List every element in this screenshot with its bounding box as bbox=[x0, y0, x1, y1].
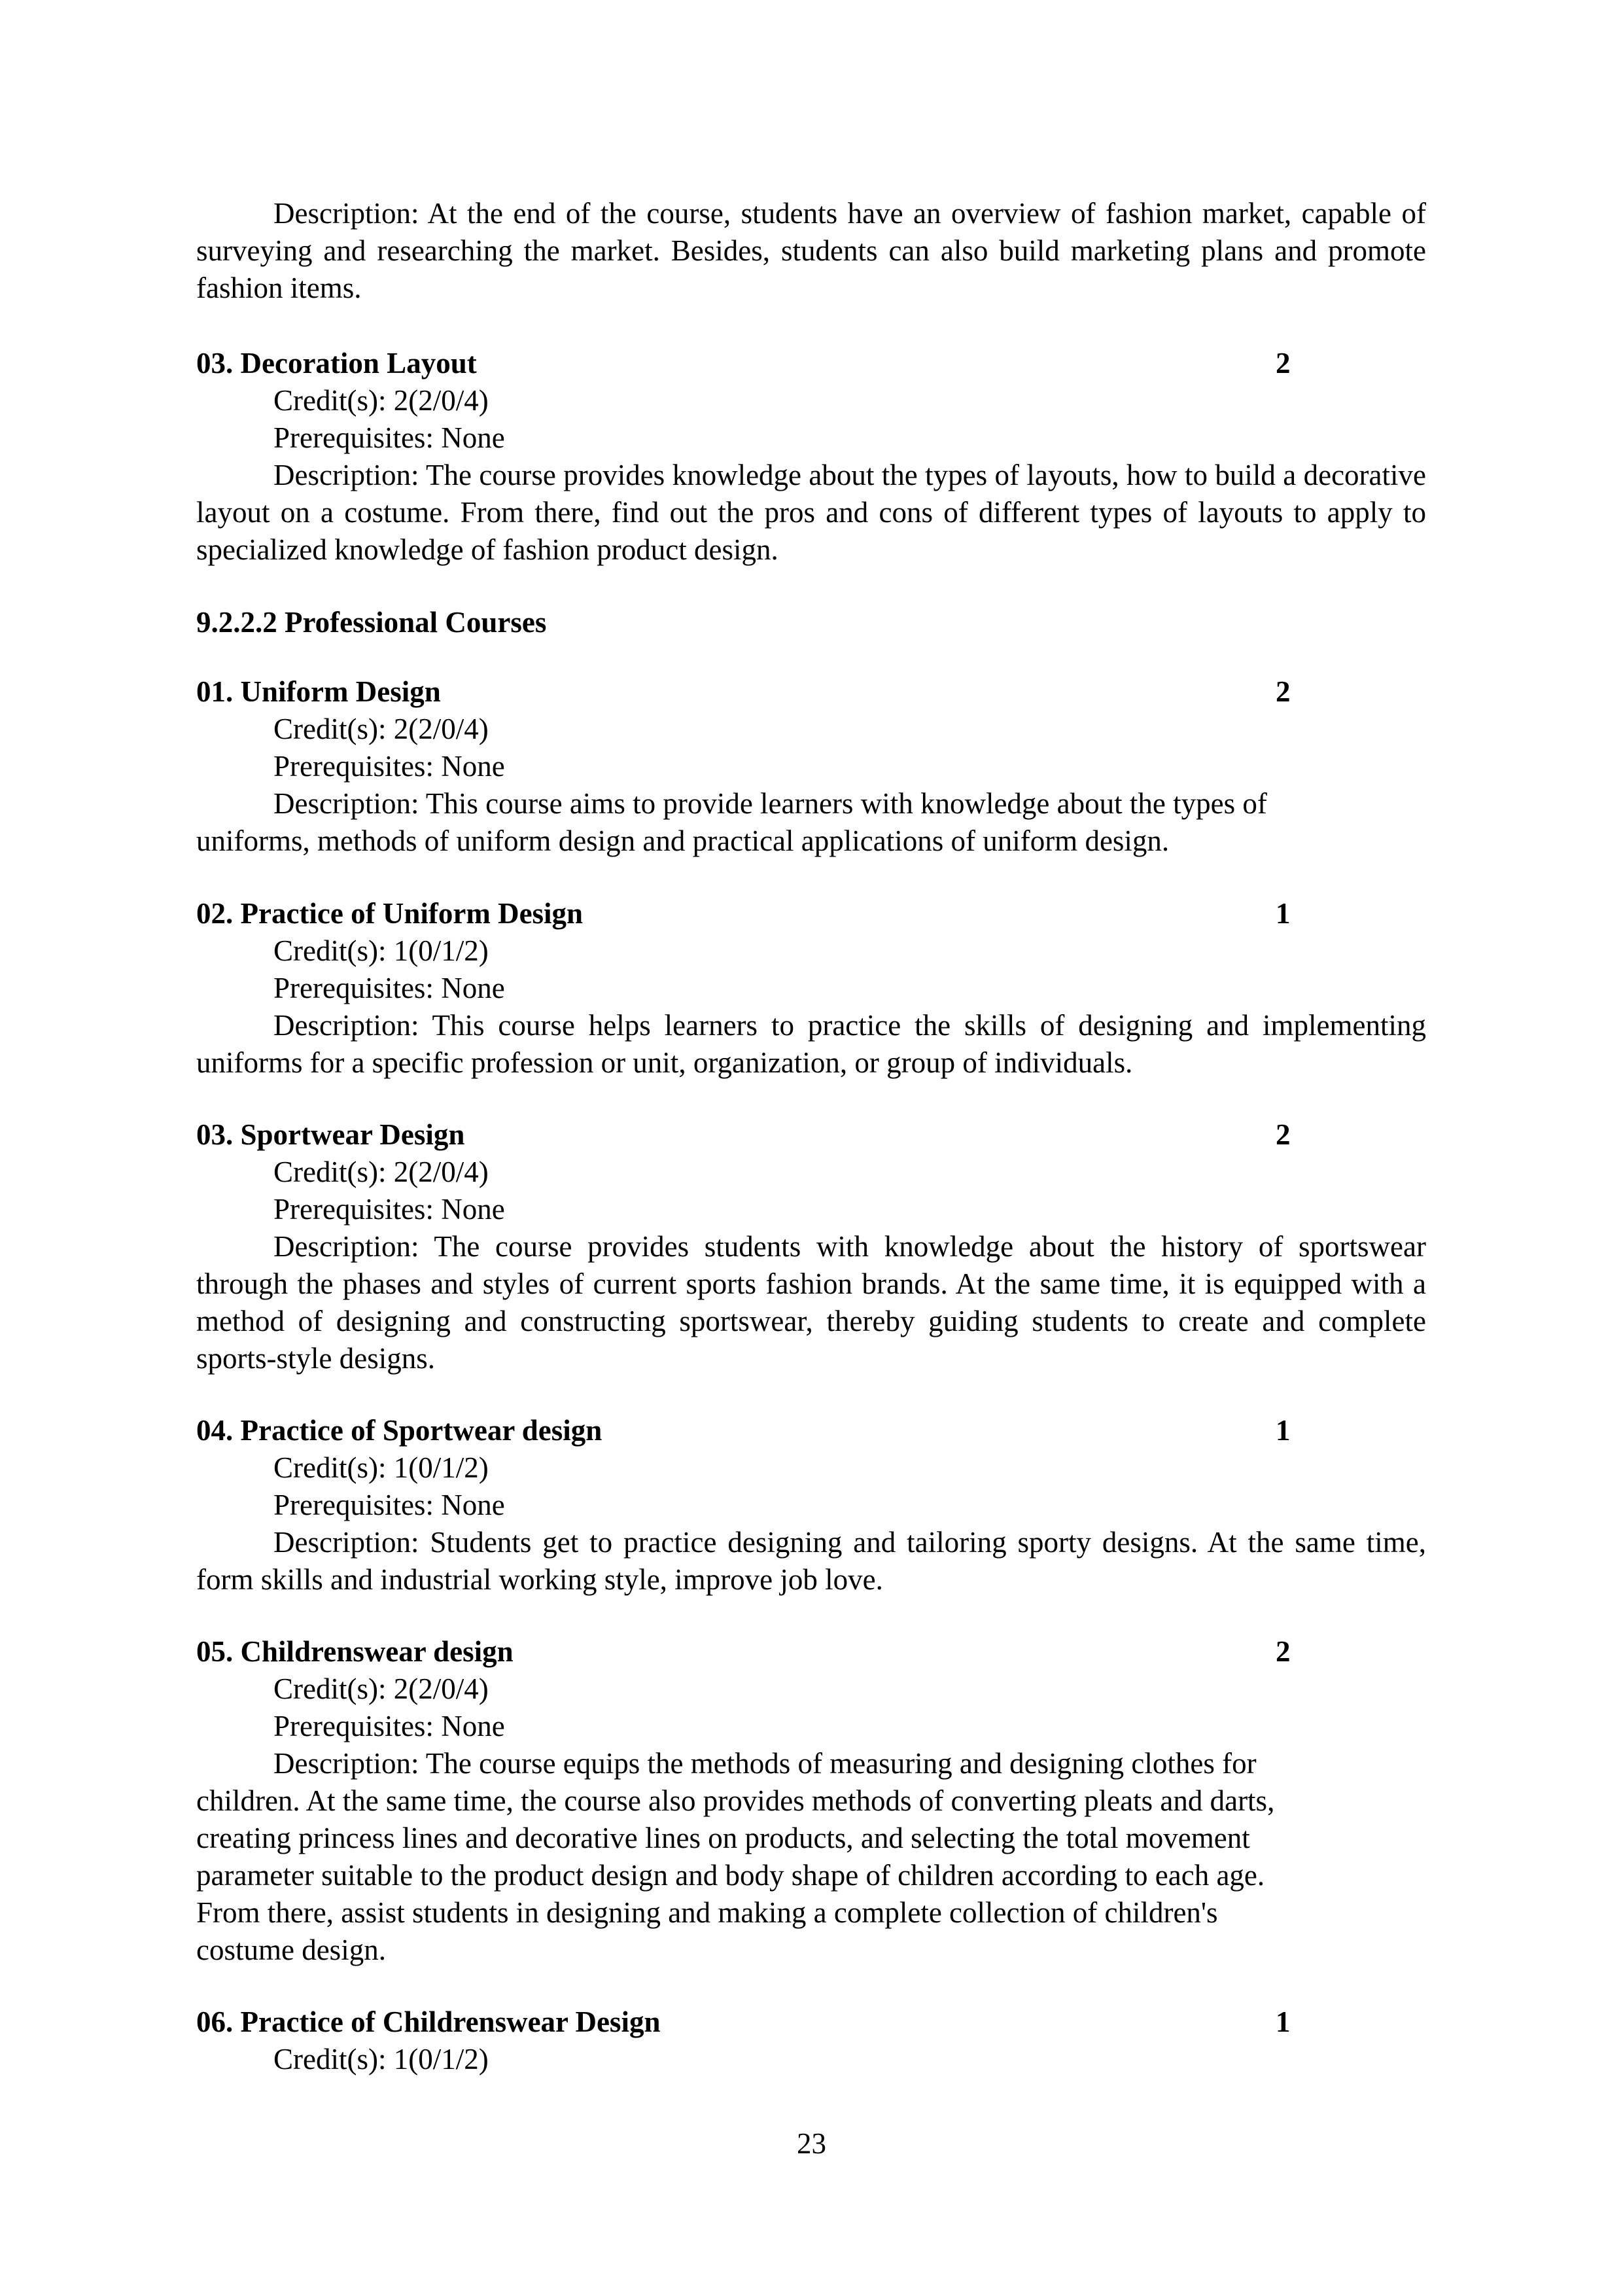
course-credits: Credit(s): 2(2/0/4) bbox=[273, 1156, 489, 1188]
course-decoration-layout bbox=[196, 345, 1426, 569]
course-credits: Credit(s): 1(0/1/2) bbox=[273, 934, 489, 967]
course-heading bbox=[196, 1633, 1426, 1670]
course-credit-number: 2 bbox=[1276, 347, 1291, 380]
course-description: Description: The course provides students with knowledge about the history of sportswear through the phases and styles of current sports fashion brands. At the same time, it is equipped with a method of designing and constructing sportswear, thereby guiding students to create and complete sports-style designs. bbox=[196, 1230, 1426, 1375]
course-heading bbox=[196, 895, 1426, 932]
description-line: children. At the same time, the course also provides methods of converting pleats and darts, bbox=[196, 1784, 1275, 1817]
course-description: Description: This course aims to provide learners with knowledge about the types of uniforms, methods of uniform design and practical applications of uniform design. bbox=[196, 787, 1267, 857]
course-practice-childrenswear-design bbox=[196, 2004, 1426, 2078]
course-heading bbox=[196, 345, 1426, 382]
course-description: Description: This course helps learners to practice the skills of designing and implementing uniforms for a specific profession or unit, organization, or group of individuals. bbox=[196, 1009, 1426, 1079]
description-line: parameter suitable to the product design and body shape of children according to each age. bbox=[196, 1859, 1265, 1892]
course-credit-number: 2 bbox=[1276, 1118, 1291, 1151]
description-line: creating princess lines and decorative lines on products, and selecting the total movement bbox=[196, 1822, 1250, 1854]
intro-description: Description: At the end of the course, students have an overview of fashion market, capable of surveying and researching the market. Besides, students can also build marketing plans and promote fashion items. bbox=[196, 197, 1426, 304]
course-prerequisites: Prerequisites: None bbox=[273, 972, 505, 1004]
course-credit-number: 1 bbox=[1276, 2005, 1291, 2038]
course-heading bbox=[196, 2004, 1426, 2041]
course-credit-number: 1 bbox=[1276, 1414, 1291, 1447]
course-credits: Credit(s): 1(0/1/2) bbox=[273, 2043, 489, 2075]
course-prerequisites: Prerequisites: None bbox=[273, 1710, 505, 1742]
course-practice-sportwear-design bbox=[196, 1412, 1426, 1598]
course-credit-number: 1 bbox=[1276, 897, 1291, 930]
course-heading bbox=[196, 673, 1426, 711]
course-prerequisites: Prerequisites: None bbox=[273, 421, 505, 454]
description-line: Description: The course equips the methods of measuring and designing clothes for bbox=[273, 1747, 1257, 1780]
course-credit-number: 2 bbox=[1276, 1635, 1291, 1668]
course-childrenswear-design bbox=[196, 1633, 1426, 1969]
course-title: 03. Sportwear Design bbox=[196, 1118, 465, 1151]
course-prerequisites: Prerequisites: None bbox=[273, 750, 505, 783]
course-title: 03. Decoration Layout bbox=[196, 347, 477, 380]
course-title: 02. Practice of Uniform Design bbox=[196, 897, 584, 930]
course-prerequisites: Prerequisites: None bbox=[273, 1193, 505, 1226]
course-credits: Credit(s): 2(2/0/4) bbox=[273, 713, 489, 745]
course-practice-uniform-design bbox=[196, 895, 1426, 1082]
course-prerequisites: Prerequisites: None bbox=[273, 1489, 505, 1521]
course-title: 04. Practice of Sportwear design bbox=[196, 1414, 602, 1447]
section-title: 9.2.2.2 Professional Courses bbox=[196, 606, 547, 639]
section-block bbox=[196, 604, 1426, 641]
course-sportwear-design bbox=[196, 1116, 1426, 1377]
page-number: 23 bbox=[797, 2127, 826, 2160]
course-uniform-design bbox=[196, 673, 1426, 860]
course-credits: Credit(s): 1(0/1/2) bbox=[273, 1451, 489, 1484]
course-title: 05. Childrenswear design bbox=[196, 1635, 514, 1668]
description-line: From there, assist students in designing and making a complete collection of children's bbox=[196, 1896, 1218, 1929]
course-description: Description: Students get to practice designing and tailoring sporty designs. At the same time, form skills and industrial working style, improve job love. bbox=[196, 1526, 1426, 1596]
course-heading bbox=[196, 1412, 1426, 1449]
course-title: 01. Uniform Design bbox=[196, 675, 441, 708]
course-description: Description: The course provides knowledge about the types of layouts, how to build a decorative layout on a costume. From there, find out the pros and cons of different types of layouts to apply to specialized knowledge of fashion product design. bbox=[196, 459, 1426, 566]
course-credits: Credit(s): 2(2/0/4) bbox=[273, 1672, 489, 1705]
course-title: 06. Practice of Childrenswear Design bbox=[196, 2005, 661, 2038]
course-heading bbox=[196, 1116, 1426, 1154]
course-credits: Credit(s): 2(2/0/4) bbox=[273, 384, 489, 417]
intro-block bbox=[196, 195, 1426, 307]
description-line: costume design. bbox=[196, 1934, 386, 1966]
course-credit-number: 2 bbox=[1276, 675, 1291, 708]
